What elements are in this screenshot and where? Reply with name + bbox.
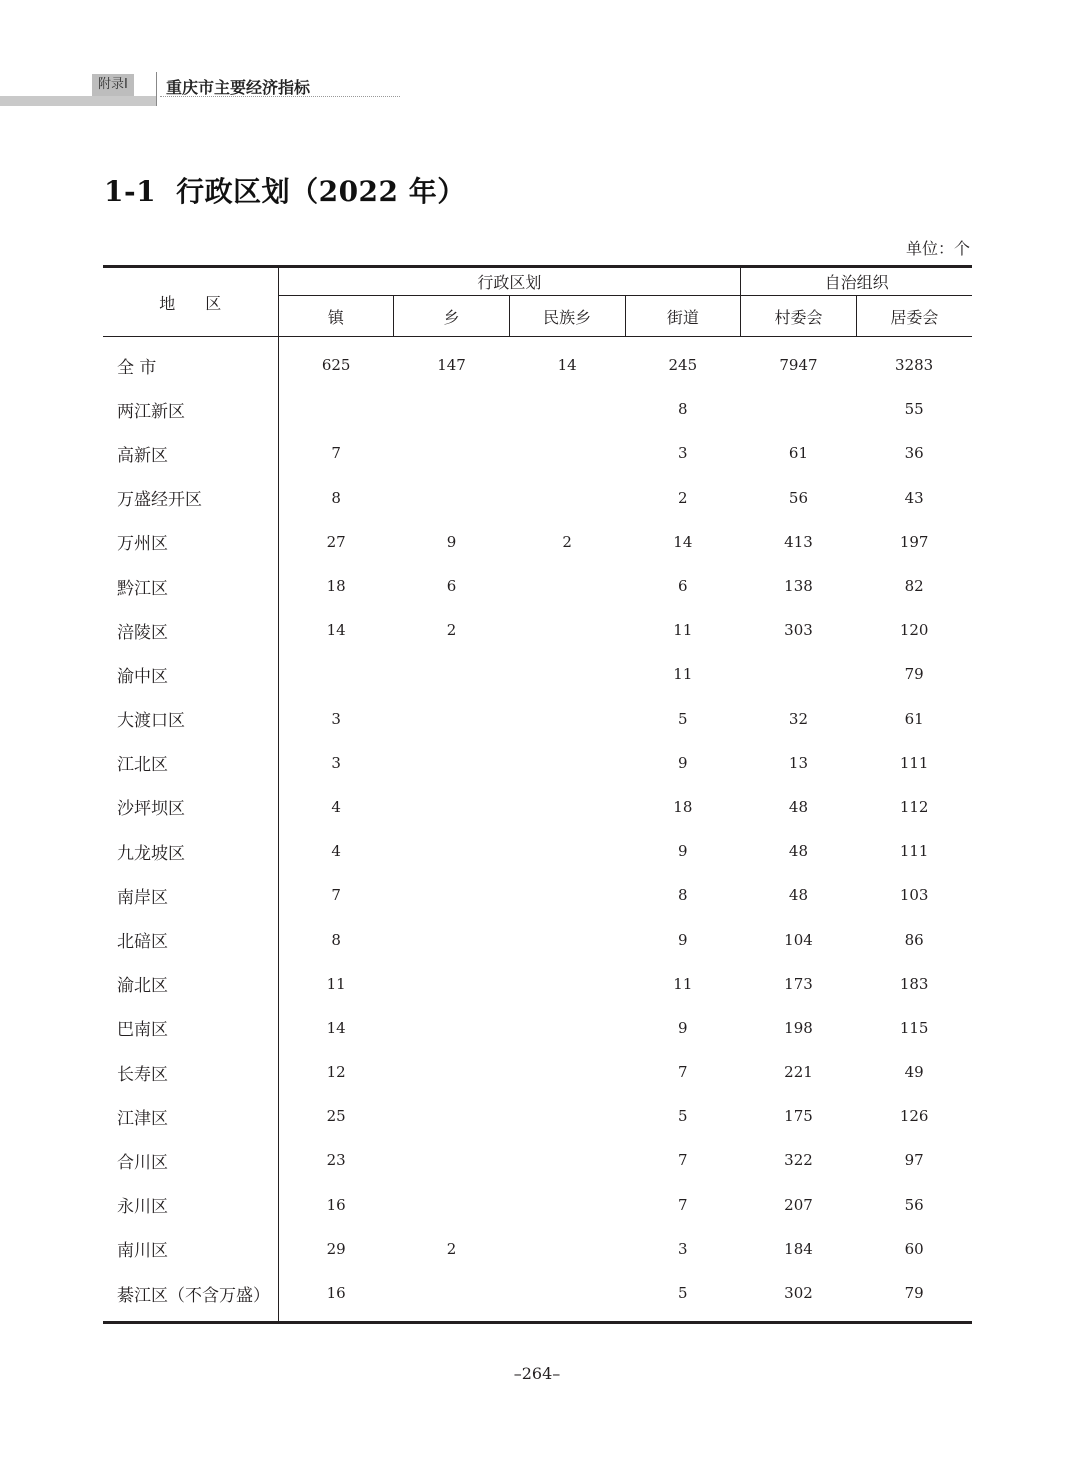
value-cell [741,652,857,696]
value-cell [509,476,625,520]
region-cell: 渝中区 [103,652,278,696]
table-row [103,387,972,431]
value-cell: 29 [326,1239,346,1258]
value-cell: 14 [673,532,693,551]
value-cell: 7 [678,1195,688,1214]
value-cell [509,652,625,696]
table-row [103,697,972,741]
value-cell [394,873,510,917]
value-cell [509,873,625,917]
value-cell [509,1271,625,1323]
region-cell: 万盛经开区 [103,476,278,520]
table-row [103,1227,972,1271]
value-cell: 27 [326,532,346,551]
value-cell [394,785,510,829]
value-cell [394,1271,510,1323]
table-number: 1-1 [104,175,157,208]
value-cell [509,1006,625,1050]
column-header: 村委会 [741,296,857,337]
value-cell [394,387,510,431]
value-cell: 7 [678,1063,688,1082]
value-cell: 111 [899,753,929,772]
value-cell: 79 [904,665,924,684]
table-row [103,829,972,873]
value-cell: 147 [437,356,466,375]
value-cell [509,697,625,741]
unit-label: 单位：个 [905,239,970,258]
region-cell: 巴南区 [103,1006,278,1050]
value-cell: 2 [446,1239,457,1258]
value-cell: 16 [326,1284,346,1303]
value-cell: 2 [562,532,572,551]
table-row [103,476,972,520]
value-cell: 221 [784,1063,813,1082]
header-dotted-rule [160,96,400,97]
value-cell: 56 [904,1195,924,1214]
value-cell: 23 [326,1151,346,1170]
table-row [103,652,972,696]
value-cell [509,1094,625,1138]
value-cell: 413 [784,532,813,551]
value-cell: 11 [673,974,693,993]
value-cell: 60 [904,1239,924,1258]
value-cell: 103 [899,886,929,905]
value-cell: 82 [904,577,924,596]
value-cell [278,652,394,696]
column-header: 街道 [625,296,741,337]
value-cell: 207 [784,1195,813,1214]
table-row [103,741,972,785]
value-cell: 18 [326,577,346,596]
value-cell: 5 [678,709,688,728]
value-cell: 61 [788,444,809,463]
value-cell: 175 [784,1107,813,1126]
region-cell: 全 市 [103,337,278,388]
value-cell: 97 [904,1151,924,1170]
table-row [103,1138,972,1182]
group-header-admin: 行政区划 [278,267,741,296]
table-title [104,170,466,210]
value-cell: 8 [678,400,688,419]
value-cell: 184 [784,1239,813,1258]
region-cell: 江津区 [103,1094,278,1138]
value-cell: 4 [331,842,341,861]
table-row [103,1271,972,1323]
value-cell: 197 [899,532,929,551]
table-row [103,1050,972,1094]
value-cell: 14 [326,621,346,640]
column-header: 乡 [394,296,510,337]
region-cell: 北碚区 [103,917,278,961]
admin-division-table [103,265,972,1324]
region-cell: 黔江区 [103,564,278,608]
value-cell: 7 [331,886,341,905]
value-cell: 3 [678,444,688,463]
value-cell: 303 [784,621,813,640]
value-cell: 36 [904,444,924,463]
value-cell [394,741,510,785]
region-cell: 高新区 [103,431,278,475]
value-cell [394,431,510,475]
value-cell: 11 [326,974,346,993]
value-cell: 8 [331,488,341,507]
value-cell: 56 [788,488,809,507]
value-cell [741,387,857,431]
value-cell: 61 [904,709,924,728]
value-cell: 7 [331,444,341,463]
value-cell: 126 [899,1107,929,1126]
table-row [103,785,972,829]
header-gray-bar [0,96,156,106]
value-cell [394,962,510,1006]
region-cell: 南岸区 [103,873,278,917]
table-row [103,564,972,608]
value-cell: 12 [326,1063,346,1082]
region-cell: 长寿区 [103,1050,278,1094]
value-cell: 4 [331,797,341,816]
column-header: 居委会 [856,296,972,337]
region-cell: 南川区 [103,1227,278,1271]
value-cell: 14 [557,356,577,375]
region-cell: 大渡口区 [103,697,278,741]
value-cell [394,1050,510,1094]
page-number: –264– [513,1364,561,1383]
value-cell [509,785,625,829]
value-cell: 173 [784,974,813,993]
value-cell [278,387,394,431]
header-separator [156,72,157,106]
value-cell [394,829,510,873]
table-row [103,917,972,961]
value-cell: 55 [904,400,924,419]
value-cell: 3 [331,709,341,728]
value-cell [509,387,625,431]
value-cell [509,431,625,475]
value-cell: 198 [784,1018,813,1037]
region-header: 地区 [103,267,278,337]
value-cell [509,1227,625,1271]
region-cell: 永川区 [103,1183,278,1227]
value-cell: 25 [326,1107,346,1126]
value-cell: 138 [784,577,813,596]
value-cell [394,1006,510,1050]
table-title-text: 行政区划（2022 年） [176,175,466,208]
value-cell [509,608,625,652]
value-cell: 183 [899,974,929,993]
table-row [103,873,972,917]
value-cell [509,564,625,608]
value-cell: 43 [904,488,924,507]
value-cell: 11 [673,621,693,640]
value-cell: 8 [678,886,688,905]
table-row [103,337,972,388]
value-cell: 9 [678,753,688,772]
value-cell: 48 [788,842,809,861]
table-row [103,1094,972,1138]
table-row [103,520,972,564]
value-cell: 6 [678,577,688,596]
value-cell: 302 [784,1284,813,1303]
column-header: 民族乡 [509,296,625,337]
value-cell: 120 [899,621,929,640]
running-header-title: 重庆市主要经济指标 [166,78,311,97]
table-row [103,431,972,475]
value-cell [509,741,625,785]
value-cell: 16 [326,1195,346,1214]
value-cell [509,829,625,873]
value-cell: 111 [899,842,929,861]
value-cell: 3 [331,753,341,772]
value-cell [394,697,510,741]
value-cell: 11 [673,665,693,684]
value-cell [394,652,510,696]
value-cell: 9 [678,842,688,861]
value-cell: 7 [678,1151,688,1170]
table-row [103,1183,972,1227]
value-cell: 13 [788,753,809,772]
value-cell: 3283 [895,356,934,375]
value-cell: 245 [668,356,698,375]
value-cell [509,962,625,1006]
value-cell: 625 [321,356,351,375]
value-cell: 8 [331,930,341,949]
value-cell: 7947 [779,356,818,375]
value-cell: 48 [788,886,809,905]
value-cell: 9 [446,532,457,551]
value-cell [509,1138,625,1182]
region-cell: 江北区 [103,741,278,785]
region-cell: 渝北区 [103,962,278,1006]
region-cell: 两江新区 [103,387,278,431]
value-cell [394,476,510,520]
value-cell: 9 [678,930,688,949]
value-cell: 14 [326,1018,346,1037]
value-cell: 79 [904,1284,924,1303]
value-cell [509,1183,625,1227]
value-cell [394,1094,510,1138]
value-cell: 322 [784,1151,813,1170]
value-cell: 32 [788,709,809,728]
region-cell: 綦江区（不含万盛） [103,1271,278,1323]
value-cell: 2 [678,488,688,507]
value-cell: 3 [678,1239,688,1258]
appendix-tab: 附录Ⅰ [92,74,134,96]
value-cell: 5 [678,1284,688,1303]
group-header-self: 自治组织 [741,267,972,296]
value-cell: 18 [673,797,693,816]
value-cell: 49 [904,1063,924,1082]
value-cell [394,917,510,961]
table-row [103,1006,972,1050]
value-cell: 6 [446,577,457,596]
region-cell: 涪陵区 [103,608,278,652]
table-row [103,962,972,1006]
region-cell: 九龙坡区 [103,829,278,873]
value-cell: 115 [899,1018,929,1037]
table-row [103,608,972,652]
value-cell [394,1183,510,1227]
value-cell: 112 [899,797,929,816]
table-body [103,337,972,1323]
value-cell: 104 [784,930,813,949]
value-cell [509,917,625,961]
column-header: 镇 [327,307,344,327]
value-cell: 48 [788,797,809,816]
region-cell: 沙坪坝区 [103,785,278,829]
value-cell: 86 [904,930,924,949]
value-cell [509,1050,625,1094]
value-cell [394,1138,510,1182]
region-cell: 万州区 [103,520,278,564]
value-cell: 9 [678,1018,688,1037]
region-cell: 合川区 [103,1138,278,1182]
value-cell: 2 [446,621,457,640]
value-cell: 5 [678,1107,688,1126]
